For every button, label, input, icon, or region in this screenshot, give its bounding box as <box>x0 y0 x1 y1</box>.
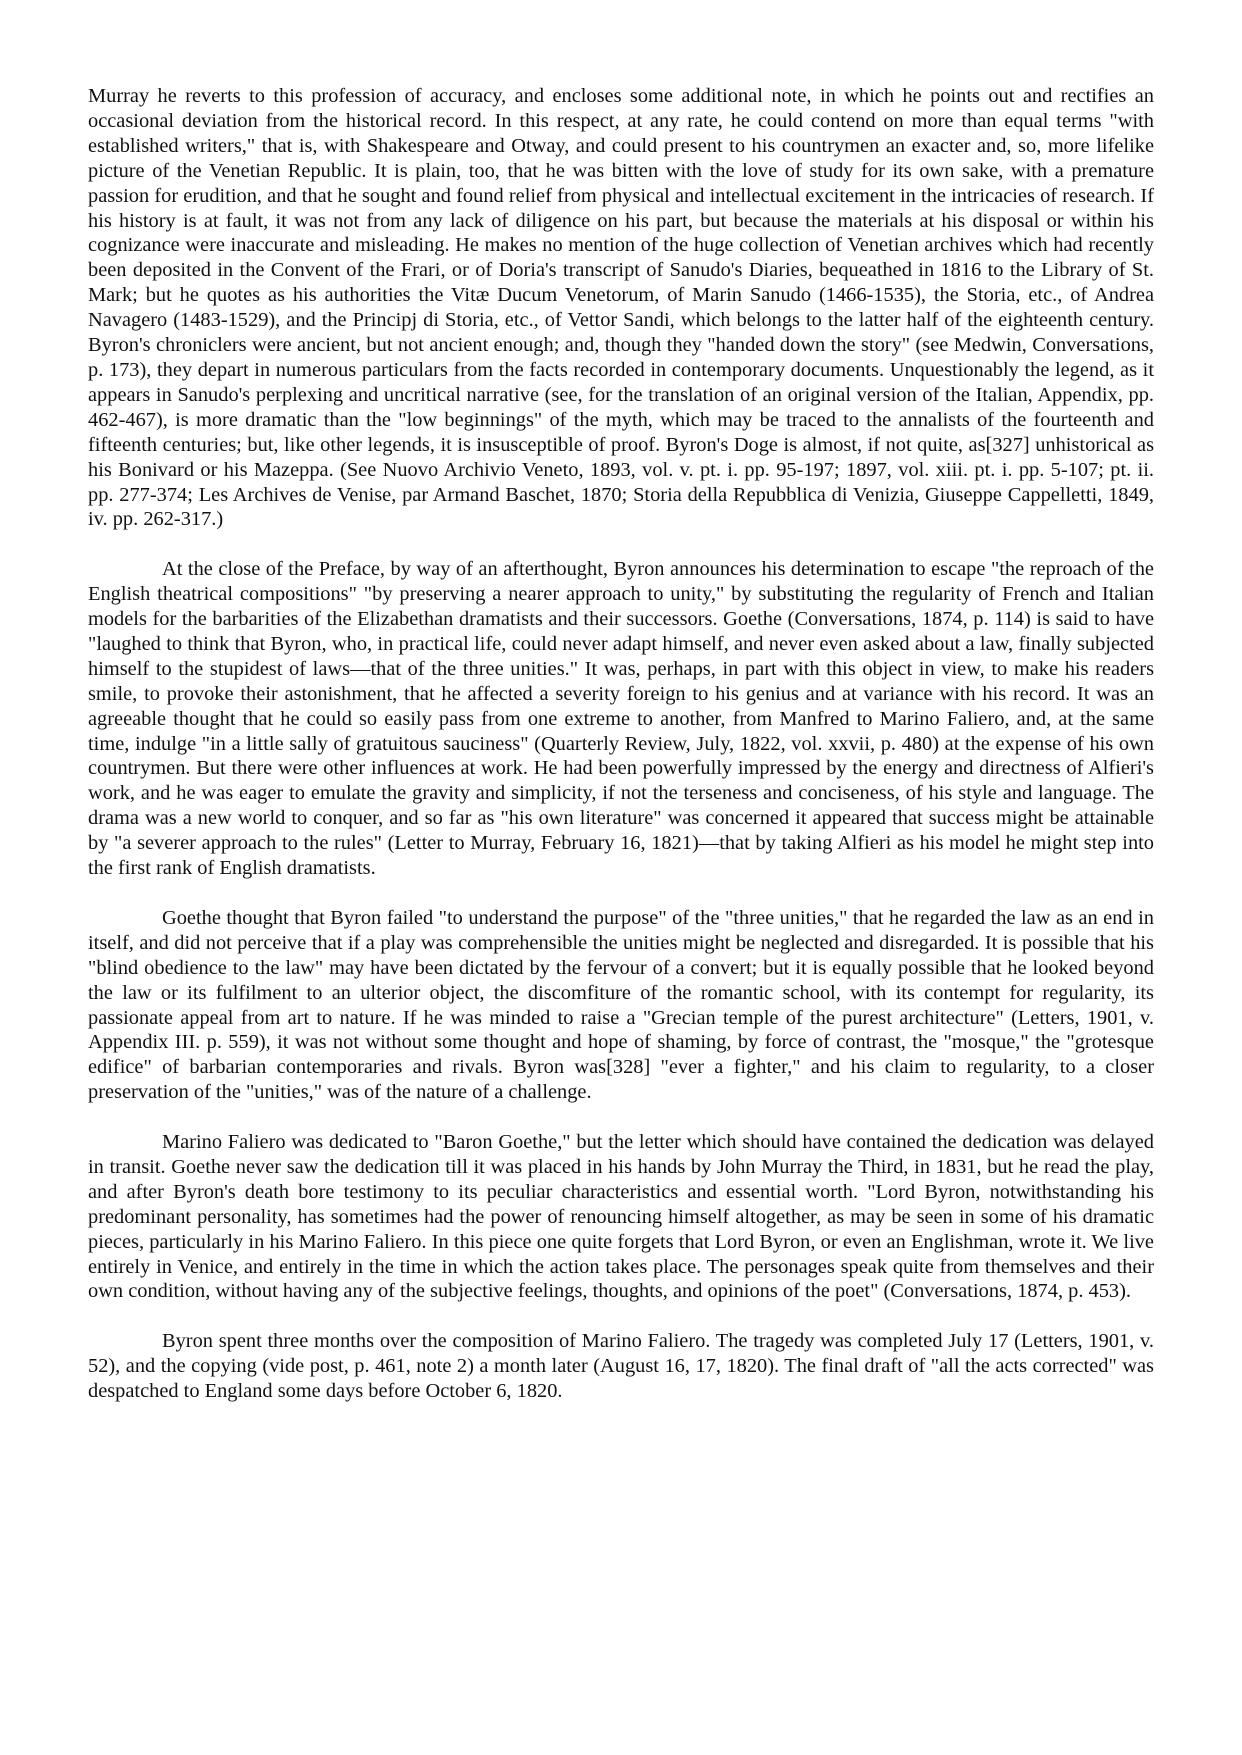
paragraph-goethe-unities: Goethe thought that Byron failed "to understand the purpose" of the "three unities," that he regarded the law as an end in itself, and did not perceive that if a play was comprehensible the unities might be neglected and disregarded. It is possible that his "blind obedience to the law" may have been dictated by the fervour of a convert; but it is equally possible that he looked beyond the law or its fulfilment to an ulterior object, the discomfiture of the romantic school, with its contempt for regularity, its passionate appeal from art to nature. If he was minded to raise a "Grecian temple of the purest architecture" (Letters, 1901, v. Appendix III. p. 559), it was not without some thought and hope of shaming, by force of contrast, the "mosque," the "grotesque edifice" of barbarian contemporaries and rivals. Byron was[328] "ever a fighter," and his claim to regularity, to a closer preservation of the "unities," was of the nature of a challenge. <box>88 906 1154 1104</box>
paragraph-preface-unities: At the close of the Preface, by way of an afterthought, Byron announces his determination to escape "the reproach of the English theatrical compositions" "by preserving a nearer approach to unity," by substituting the regularity of French and Italian models for the barbarities of the Elizabethan dramatists and their successors. Goethe (Conversations, 1874, p. 114) is said to have "laughed to think that Byron, who, in practical life, could never adapt himself, and never even asked about a law, finally subjected himself to the stupidest of laws—that of the three unities." It was, perhaps, in part with this object in view, to make his readers smile, to provoke their astonishment, that he affected a severity foreign to his genius and at variance with his record. It was an agreeable thought that he could so easily pass from one extreme to another, from Manfred to Marino Faliero, and, at the same time, indulge "in a little sally of gratuitous sauciness" (Quarterly Review, July, 1822, vol. xxvii, p. 480) at the expense of his own countrymen. But there were other influences at work. He had been powerfully impressed by the energy and directness of Alfieri's work, and he was eager to emulate the gravity and simplicity, if not the terseness and conciseness, of his style and language. The drama was a new world to conquer, and so far as "his own literature" was concerned it appeared that success might be attainable by "a severer approach to the rules" (Letter to Murray, February 16, 1821)—that by taking Alfieri as his model he might step into the first rank of English dramatists. <box>88 558 1154 880</box>
paragraph-composition: Byron spent three months over the composition of Marino Faliero. The tragedy was completed July 17 (Letters, 1901, v. 52), and the copying (vide post, p. 461, note 2) a month later (August 16, 17, 1820). The final draft of "all the acts corrected" was despatched to England some days before October 6, 1820. <box>88 1330 1154 1403</box>
document-page <box>88 84 1154 1429</box>
paragraph-continuation: Murray he reverts to this profession of accuracy, and encloses some additional note, in which he points out and rectifies an occasional deviation from the historical record. In this respect, at any rate, he could contend on more than equal terms "with established writers," that is, with Shakespeare and Otway, and could present to his countrymen an exacter and, so, more lifelike picture of the Venetian Republic. It is plain, too, that he was bitten with the love of study for its own sake, with a premature passion for erudition, and that he sought and found relief from physical and intellectual excitement in the intricacies of research. If his history is at fault, it was not from any lack of diligence on his part, but because the materials at his disposal or within his cognizance were inaccurate and misleading. He makes no mention of the huge collection of Venetian archives which had recently been deposited in the Convent of the Frari, or of Doria's transcript of Sanudo's Diaries, bequeathed in 1816 to the Library of St. Mark; but he quotes as his authorities the Vitæ Ducum Venetorum, of Marin Sanudo (1466-1535), the Storia, etc., of Andrea Navagero (1483-1529), and the Principj di Storia, etc., of Vettor Sandi, which belongs to the latter half of the eighteenth century. Byron's chroniclers were ancient, but not ancient enough; and, though they "handed down the story" (see Medwin, Conversations, p. 173), they depart in numerous particulars from the facts recorded in contemporary documents. Unquestionably the legend, as it appears in Sanudo's perplexing and uncritical narrative (see, for the translation of an original version of the Italian, Appendix, pp. 462-467), is more dramatic than the "low beginnings" of the myth, which may be traced to the annalists of the fourteenth and fifteenth centuries; but, like other legends, it is insusceptible of proof. Byron's Doge is almost, if not quite, as[327] unhistorical as his Bonivard or his Mazeppa. (See Nuovo Archivio Veneto, 1893, vol. v. pt. i. pp. 95-197; 1897, vol. xiii. pt. i. pp. 5-107; pt. ii. pp. 277-374; Les Archives de Venise, par Armand Baschet, 1870; Storia della Repubblica di Venizia, Giuseppe Cappelletti, 1849, iv. pp. 262-317.) <box>88 85 1154 531</box>
paragraph-dedication: Marino Faliero was dedicated to "Baron Goethe," but the letter which should have contained the dedication was delayed in transit. Goethe never saw the dedication till it was placed in his hands by John Murray the Third, in 1831, but he read the play, and after Byron's death bore testimony to its peculiar characteristics and essential worth. "Lord Byron, notwithstanding his predominant personality, has sometimes had the power of renouncing himself altogether, as may be seen in some of his dramatic pieces, particularly in his Marino Faliero. In this piece one quite forgets that Lord Byron, or even an Englishman, wrote it. We live entirely in Venice, and entirely in the time in which the action takes place. The personages speak quite from themselves and their own condition, without having any of the subjective feelings, thoughts, and opinions of the poet" (Conversations, 1874, p. 453). <box>88 1131 1154 1303</box>
